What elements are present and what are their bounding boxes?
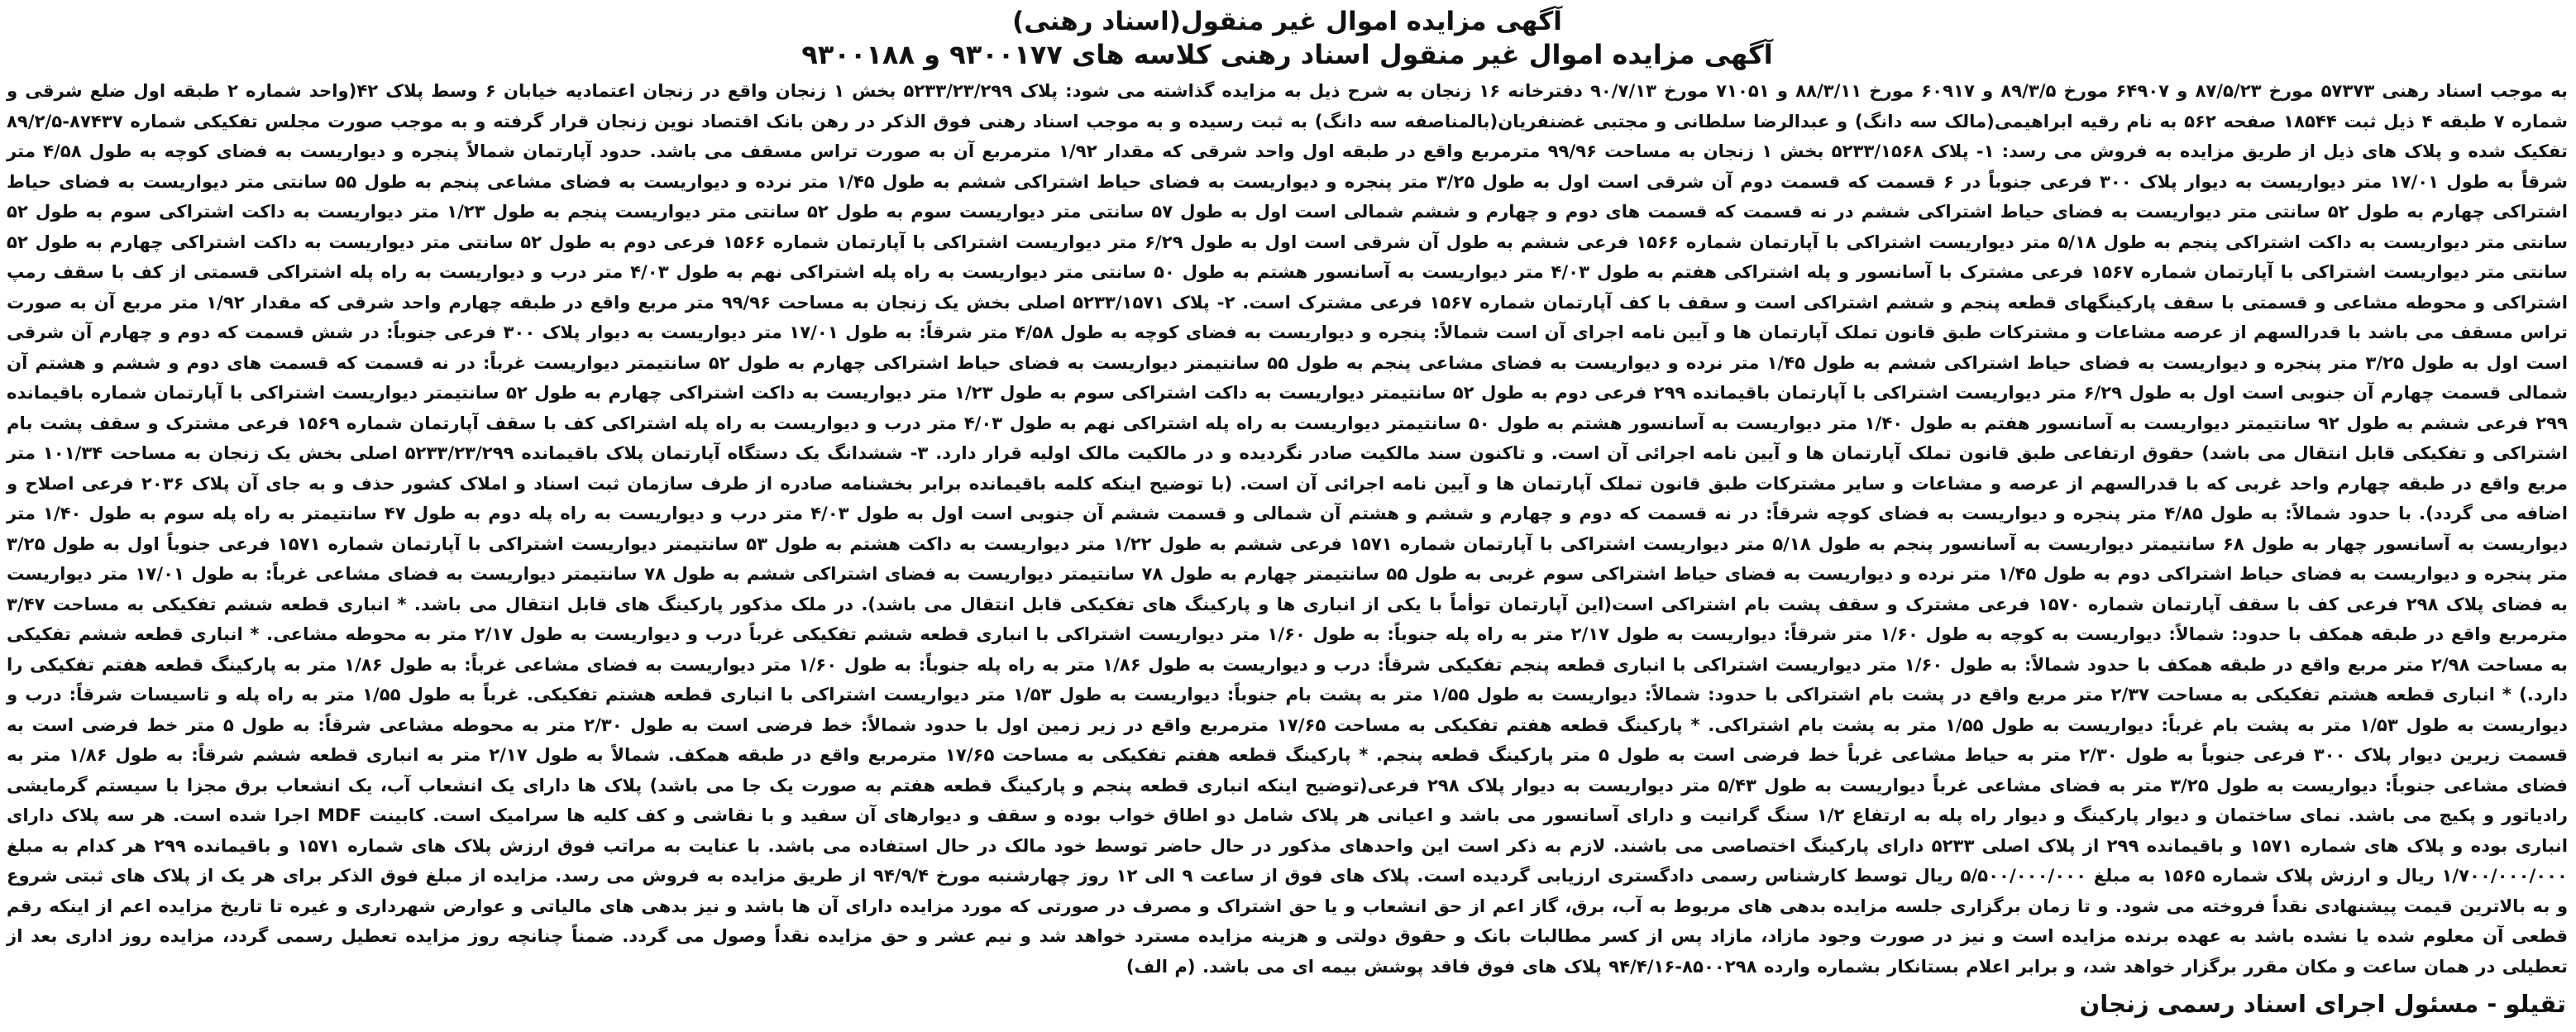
notice-body — [7, 76, 2568, 982]
notice-body-segment: مذکور پارکینگ های قابل انتقال می باشد. * انباری قطعه ششم تفکیکی به مساحت ۳/۴۷ مترمربع واقع در طبقه همکف با حدود: شمالاً: دیواریست به کوچه به طول ۱/۶۰ متر شرقاً: دیواریست به طول ۲/۱۷ متر به راه پله جنوباً: به طول ۱/۶۰ متر دیواریست اشتراکی با انباری قطعه ششم تفکیکی غرباً درب و دیواریست به طول ۲/۱۷ — [7, 593, 2568, 644]
notice-body-segment: آن شرقی است اول به طول ۳/۲۵ متر پنجره و دیواریست به فضای حیاط اشتراکی ششم به طول ۱/۴۵ متر نرده و دیواریست به فضای مشاعی پنجم به طول ۵۵ سانتی متر دیواریست به فضای حیاط اشتراکی چهارم به طول ۵۲ سانتی متر دیواریست به فضای حیاط اشتراکی ششم در نه قسمت که قسمت های — [7, 170, 2568, 222]
notice-body-segment: مترمربع واقع در طبقه همکف. شمالاً به طول ۲/۱۷ متر به انباری قطعه ششم شرقاً: به طول ۱/۸۶ متر به فضای مشاعی جنوباً: دیواریست به طول ۳/۲۵ متر به فضای مشاعی غرباً دیواریست به طول ۵/۴۳ متر دیواریست به دیوار پلاک ۲۹۸ فرعی(توضیح اینکه انباری قطعه پنجم — [7, 744, 2568, 796]
notice-title: آگهی مزایده اموال غیر منقول(اسناد رهنی) — [1012, 7, 1562, 36]
notice-body-segment: غرباً به طول ۱/۵۵ متر به راه پله و تاسیسات شرقاً: درب و دیواریست به طول ۱/۵۳ متر به پشت بام غرباً: دیواریست به طول ۱/۵۵ متر به پشت بام اشتراکی. * پارکینگ قطعه هفتم تفکیکی به مساحت ۱۷/۶۵ — [7, 684, 2568, 735]
notice-body-segment: طول ۷۸ سانتیمتر دیواریست به فضای اشتراکی ششم به طول ۷۸ سانتیمتر دیواریست به فضای مشاعی غرباً: به طول ۱۷/۰۱ متر دیواریست به فضای پلاک ۲۹۸ فرعی کف با سقف آپارتمان شماره ۱۵۷۰ فرعی مشترک و سقف پشت بام اشتراکی است(این آپارتمان توأماً با یکی از انباری ها و پارکینگ های تفکیکی قابل انتقال می باشد). در ملک — [7, 563, 2568, 614]
notice-body-segment: بام اشتراکی و تفکیکی قابل انتقال می باشد) حقوق ارتفاعی طبق قانون تملک آپارتمان ها و آیین نامه اجرائی آن است. و تاکنون سند مالکیت صادر نگردیده و در مالکیت مالک اولیه قرار دارد. ۳- ششدانگ یک دستگاه آپارتمان پلاک باقیمانده ۵۲۳۳/۲۳/۲۹۹ اصلی بخش یک زنجان به مساحت ۱۰۱/۳۴ متر مربع واقع در طبقه چهارم — [7, 412, 2568, 494]
notice-body-segment: است. ۲- پلاک ۵۲۳۳/۱۵۷۱ اصلی بخش یک زنجان به مساحت ۹۹/۹۶ متر مربع واقع در طبقه چهارم واحد شرقی که مقدار ۱/۹۲ متر مربع آن به صورت تراس مسقف می باشد با قدرالسهم از عرصه مشاعات و مشترکات طبق قانون تملک آپارتمان ها و آیین نامه اجرای آن است شمالاً: پنجره و دیواریست به فضای کوچه به — [7, 291, 2568, 342]
notice-subtitle: آگهی مزایده اموال غیر منقول اسناد رهنی کلاسه های ۹۳۰۰۱۷۷ و ۹۳۰۰۱۸۸ — [801, 39, 1773, 70]
notice-body-segment: فروش می رسد: ۱- پلاک ۵۲۳۳/۱۵۶۸ بخش ۱ زنجان به مساحت ۹۹/۹۶ مترمربع واقع در طبقه اول واحد شرقی که مقدار ۱/۹۲ مترمربع آن به صورت تراس مسقف می باشد. حدود آپارتمان شمالاً پنجره و دیواریست به فضای کوچه به طول ۴/۵۸ متر شرقاً به طول ۱۷/۰۱ متر دیواریست به دیوار پلاک ۳۰۰ فرعی جنوباً در ۶ قسمت که قسمت دوم — [7, 141, 2568, 192]
notice-body-segment: چهارم به طول ۵۲ سانتیمتر دیواریست غرباً: در نه قسمت که قسمت های دوم و ششم و هشتم آن شمالی قسمت چهارم آن جنوبی است اول به طول ۶/۲۹ متر دیواریست اشتراکی با آپارتمان باقیمانده ۲۹۹ فرعی دوم به طول ۵۲ سانتیمتر دیواریست به داکت اشتراکی سوم به طول ۱/۲۳ متر دیواریست به داکت اشتراکی چهارم به طول ۵۲ سانتیمتر دیواریست — [7, 351, 2568, 403]
notice-body-segment: طول ۱/۸۶ متر به پارکینگ قطعه هفتم تفکیکی را دارد.) * انباری قطعه هشتم تفکیکی به مساحت ۲/۳۷ متر مربع واقع در پشت بام اشتراکی با حدود: شمالاً: دیواریست به طول ۱/۵۵ متر به پشت بام جنوباً: دیواریست به طول ۱/۵۳ متر دیواریست اشتراکی با انباری قطعه هشتم تفکیکی. — [7, 653, 2569, 705]
notice-body-segment: با آسانسور و پله اشتراکی هفتم به طول ۴/۰۳ متر دیواریست به آسانسور هشتم به طول ۵۰ سانتی متر دیواریست به راه پله اشتراکی نهم به طول ۴/۰۳ متر درب و دیواریست به راه پله اشتراکی قسمتی از کف با سقف رمپ اشتراکی و محوطه مشاعی و قسمتی با سقف پارکینگهای قطعه پنجم و ششم اشتراکی است و سقف با کف آپارتمان شماره ۱۵۶۷ فرعی مشترک — [7, 261, 2569, 313]
notice-body-segment: و پارکینگ قطعه هفتم به صورت یک جا می باشد) پلاک ها دارای یک انشعاب آب، یک انشعاب برق مجزا با سیستم گرمایشی رادیاتور و پکیج می باشد. نمای ساختمان و دیوار پارکینگ و دیوار راه پله به ارتفاع ۱/۲ سنگ گرانیت و دارای آسانسور می باشد و اعیانی هر پلاک شامل دو اطاق خواب بوده و سقف و دیوارهای آن سفید و با نقاشی و کف کلیه — [7, 774, 2568, 825]
notice-body-segment: متر به محوطه مشاعی. * انباری قطعه ششم تفکیکی به مساحت ۲/۹۸ متر مربع واقع در طبقه همکف با حدود شمالاً: به طول ۱/۶۰ متر دیواریست اشتراکی با انباری قطعه پنجم تفکیکی شرقاً: درب و دیواریست به طول ۱/۸۶ متر به راه پله جنوباً: به طول ۱/۶۰ متر دیواریست به فضای مشاعی غرباً: به — [7, 624, 2568, 675]
notice-body-segment: مازاد، مازاد پس از کسر مطالبات بانک و حقوق دولتی و هزینه مزایده مسترد خواهد شد و نیم عشر و حق مزایده نقداً وصول می گردد. ضمناً چنانچه روز مزایده تعطیل رسمی گردد، مزایده روز اداری بعد از تعطیلی در همان ساعت و مکان مقرر برگزار خواهد شد، و برابر اعلام بستانکار بشماره وارده ۸۵۰۰۲۹۸-۹۴/۴/۱۶ پلاک های فوق فاقد پوشش بیمه ای می باشد. (م الف) — [7, 925, 2568, 977]
notice-body-segment: ها سرامیک است. کابینت MDF اجرا شده است. هر سه پلاک دارای انباری بوده و پلاک های شماره ۱۵۷۱ و باقیمانده ۲۹۹ از پلاک اصلی ۵۲۳۳ دارای پارکینگ اختصاصی می باشند. لازم به ذکر است این واحدهای مذکور در حال حاضر توسط خود مالک در حال استفاده می باشد. با عنایت به مراتب فوق ارزش پلاک های شماره ۱۵۷۱ و — [7, 805, 2568, 856]
notice-body-segment: دوم و چهارم و ششم شمالی است اول به طول ۵۷ سانتی متر دیواریست سوم به طول ۵۲ سانتی متر دیواریست پنجم به طول ۱/۲۳ متر دیواریست به داکت اشتراکی سوم به طول ۵۲ سانتی متر دیواریست به داکت اشتراکی پنجم به طول ۵/۱۸ متر دیواریست اشتراکی با آپارتمان شماره ۱۵۶۶ فرعی ششم به طول — [7, 201, 2568, 252]
notice-body-segment: ذیل ثبت ۱۸۵۴۴ صفحه ۵۶۲ به نام رقیه ابراهیمی(مالک سه دانگ) و عبدالرضا سلطانی و مجتبی غضنفریان(بالمناصفه سه دانگ) به ثبت رسیده و به موجب اسناد رهنی فوق الذکر در رهن بانک اقتصاد نوین زنجان قرار گرفته و به موجب صورت مجلس تفکیکی شماره ۸۷۴۳۷-۸۹/۲/۵ تفکیک شده و پلاک های ذیل از طریق مزایده به — [7, 110, 2568, 161]
notice-body-segment: واحد غربی که با قدرالسهم از عرصه و مشاعات و سایر مشترکات طبق قانون تملک آپارتمان ها و آیین نامه اجرائی آن است. (با توضیح اینکه کلمه باقیمانده برابر بخشنامه صادره از طرف سازمان ثبت اسناد و املاک کشور حذف و به جای آن پلاک ۲۰۳۶ فرعی اصلاح و اضافه می گردد). با حدود شمالاً: به طول ۴/۸۵ متر — [7, 472, 2568, 523]
notice-body-segment: اشتراکی با آپارتمان شماره باقیمانده ۲۹۹ فرعی ششم به طول ۹۲ سانتیمتر دیواریست به آسانسور هفتم به طول ۱/۴۰ متر دیواریست به آسانسور هشتم به طول ۵۰ سانتیمتر دیواریست به راه پله اشتراکی نهم به طول ۴/۰۳ متر درب و دیواریست به راه پله اشتراکی کف با سقف آپارتمان شماره ۱۵۶۹ فرعی مشترک و سقف پشت — [7, 382, 2568, 433]
notice-body-segment: آن شرقی است اول به طول ۶/۲۹ متر دیواریست اشتراکی با آپارتمان شماره ۱۵۶۶ فرعی دوم به طول ۵۲ سانتی متر دیواریست به داکت اشتراکی چهارم به طول ۵۲ سانتی متر دیواریست اشتراکی با آپارتمان شماره ۱۵۶۷ فرعی مشترک — [7, 231, 2568, 282]
notice-body-segment: پنجره و دیواریست به فضای کوچه شرقاً: در نه قسمت که دوم و چهارم و ششم و هشتم آن شمالی و قسمت ششم آن جنوبی است اول به طول ۴/۰۳ متر درب و دیواریست به راه پله دوم به طول ۴۷ سانتیمتر به راه پله سوم به طول ۱/۴۰ متر دیواریست به آسانسور چهار به طول ۶۸ سانتیمتر دیواریست به آسانسور پنجم به طول ۵/۱۸ متر دیواریست اشتراکی با آپارتمان شماره ۱۵۷۱ — [7, 503, 2569, 554]
notice-body-segment: مترمربع واقع در زیر زمین اول با حدود شمالاً: خط فرضی است به طول ۲/۳۰ متر به محوطه مشاعی شرقاً: به طول ۵ متر خط فرضی است به قسمت زیرین دیوار پلاک ۳۰۰ فرعی جنوباً به طول ۲/۳۰ متر به حیاط مشاعی غرباً خط فرضی است به طول ۵ متر پارکینگ قطعه پنجم. * پارکینگ قطعه هفتم تفکیکی به مساحت ۱۷/۶۵ — [7, 714, 2568, 765]
notice-body-segment: باقیمانده ۲۹۹ هر کدام به مبلغ ۱/۷۰۰/۰۰۰/۰۰۰ ریال و ارزش پلاک شماره ۱۵۶۵ به مبلغ ۵/۵۰۰/۰۰۰/۰۰۰ ریال توسط کارشناس رسمی دادگستری ارزیابی گردیده است. پلاک های فوق از ساعت ۹ الی ۱۲ روز چهارشنبه مورخ ۹۴/۹/۴ از طریق مزایده به فروش می رسد. مزایده از مبلغ فوق الذکر برای هر یک از پلاک های ثبتی — [7, 834, 2568, 886]
notice-body-segment: شروع و به بالاترین قیمت پیشنهادی نقداً فروخته می شود. و تا زمان برگزاری جلسه مزایده بدهی های مربوط به آب، برق، گاز اعم از حق انشعاب و یا حق اشتراک و مصرف در صورتی که مورد مزایده دارای آن ها باشد و نیز بدهی های مالیاتی و عوارض شهرداری و غیره تا تاریخ مزایده اعم از اینکه رقم قطعی آن معلوم شده یا نشده باشد به عهده برنده مزایده است و نیز در صورت وجود — [7, 865, 2568, 946]
notice-signature: تقیلو - مسئول اجرای اسناد رسمی زنجان — [2079, 990, 2566, 1018]
auction-notice — [7, 5, 2568, 1027]
notice-body-segment: طول ۴/۵۸ متر شرقاً: به طول ۱۷/۰۱ متر دیواریست به دیوار پلاک ۳۰۰ فرعی جنوباً: در شش قسمت که دوم و چهارم آن شرقی است اول به طول ۳/۲۵ متر پنجره و دیواریست به فضای حیاط اشتراکی ششم به طول ۱/۴۵ متر نرده و دیواریست به فضای مشاعی پنجم به طول ۵۵ سانتیمتر دیواریست به فضای حیاط اشتراکی — [7, 322, 2569, 373]
notice-body-segment: فرعی ششم به طول ۱/۲۲ متر دیواریست به داکت هشتم به طول ۵۳ سانتیمتر دیواریست اشتراکی با آپارتمان شماره ۱۵۷۱ فرعی جنوباً اول به طول ۳/۲۵ متر پنجره و دیواریست به فضای حیاط اشتراکی دوم به طول ۱/۴۵ متر نرده و دیواریست به فضای حیاط اشتراکی سوم غربی به طول ۵۵ سانتیمتر چهارم به — [7, 533, 2569, 584]
notice-body-segment: به موجب اسناد رهنی ۵۷۳۷۳ مورخ ۸۷/۵/۲۳ و ۶۴۹۰۷ مورخ ۸۹/۳/۵ و ۶۰۹۱۷ مورخ ۸۸/۳/۱۱ و ۷۱۰۵۱ مورخ ۹۰/۷/۱۳ دفترخانه ۱۶ زنجان به شرح ذیل به مزایده گذاشته می شود: پلاک ۵۲۳۳/۲۳/۲۹۹ بخش ۱ زنجان واقع در زنجان اعتمادیه خیابان ۶ وسط پلاک ۴۲(واحد شماره ۲ طبقه اول ضلع شرقی و شماره ۷ طبقه ۴ — [7, 80, 2568, 131]
